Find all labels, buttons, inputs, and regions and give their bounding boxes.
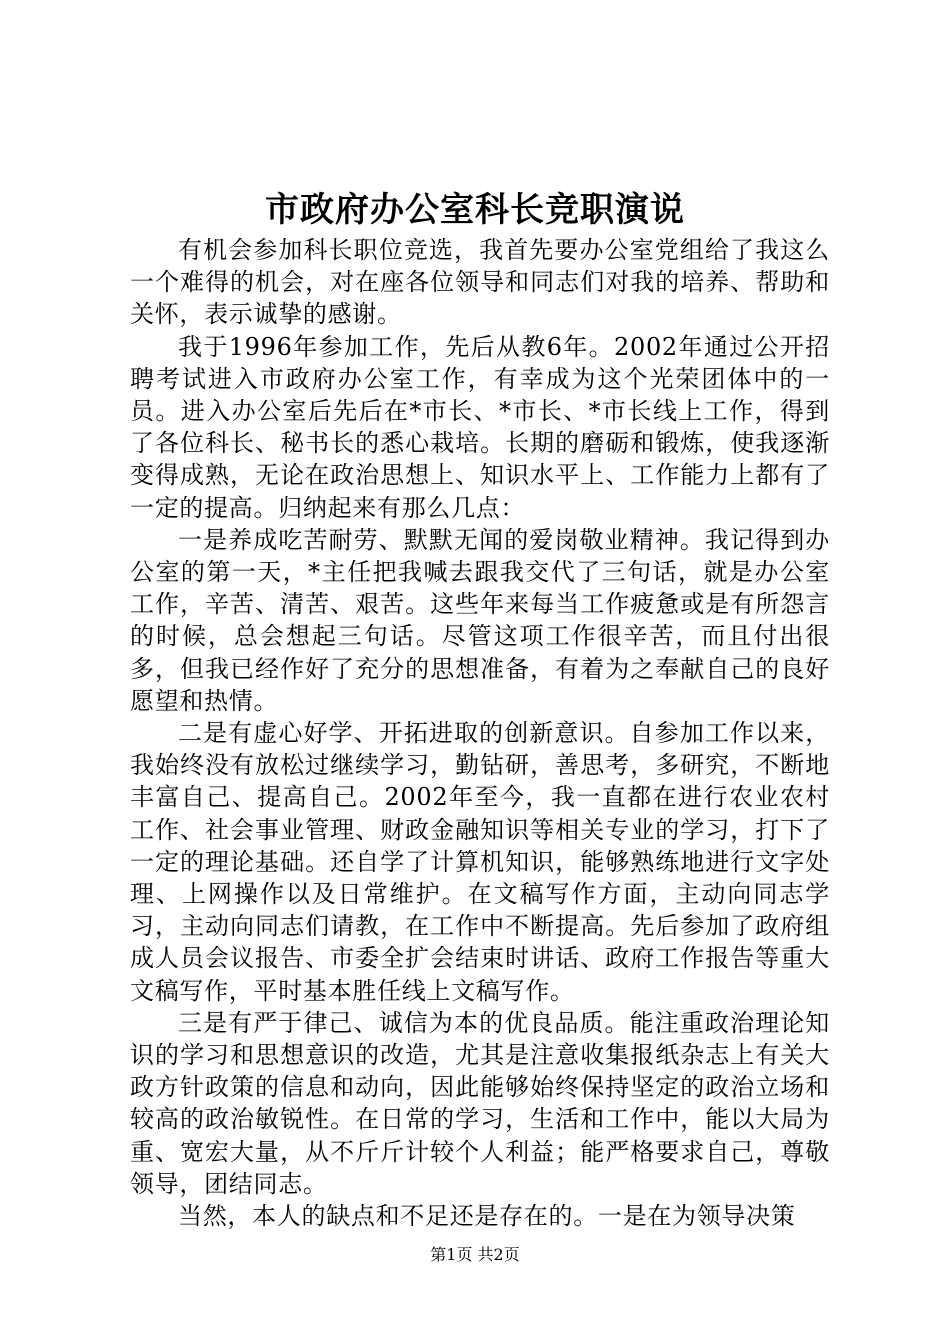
paragraph-point-one: 一是养成吃苦耐劳、默默无闻的爱岗敬业精神。我记得到办公室的第一天，*主任把我喊去跟我交代了三句话，就是办公室工作，辛苦、清苦、艰苦。这些年来每当工作疲惫或是有所怨言的时候，总会想起三句话。尽管这项工作很辛苦，而且付出很多，但我已经作好了充分的思想准备，有着为之奉献自己的良好愿望和热情。 (130, 525, 830, 715)
paragraph-point-two: 二是有虚心好学、开拓进取的创新意识。自参加工作以来，我始终没有放松过继续学习，勤钻研，善思考，多研究，不断地丰富自己、提高自己。2002年至今，我一直都在进行农业农村工作、社会事业管理、财政金融知识等相关专业的学习，打下了一定的理论基础。还自学了计算机知识，能够熟练地进行文字处理、上网操作以及日常维护。在文稿写作方面，主动向同志学习，主动向同志们请教，在工作中不断提高。先后参加了政府组成人员会议报告、市委全扩会结束时讲话、政府工作报告等重大文稿写作，平时基本胜任线上文稿写作。 (130, 719, 830, 1005)
document-body (130, 234, 830, 1232)
paragraph-intro: 有机会参加科长职位竞选，我首先要办公室党组给了我这么一个难得的机会，对在座各位领导和同志们对我的培养、帮助和关怀，表示诚挚的感谢。 (130, 236, 830, 329)
paragraph-shortcomings: 当然，本人的缺点和不足还是存在的。一是在为领导决策 (178, 1202, 796, 1231)
document-title: 市政府办公室科长竞职演说 (265, 190, 685, 230)
paragraph-point-three: 三是有严于律己、诚信为本的优良品质。能注重政治理论知识的学习和思想意识的改造，尤其是注意收集报纸杂志上有关大政方针政策的信息和动向，因此能够始终保持坚定的政治立场和较高的政治敏锐性。在日常的学习，生活和工作中，能以大局为重、宽宏大量，从不斤斤计较个人利益；能严格要求自己，尊敬领导，团结同志。 (130, 1008, 830, 1198)
paragraph-background: 我于1996年参加工作，先后从教6年。2002年通过公开招聘考试进入市政府办公室工作，有幸成为这个光荣团体中的一员。进入办公室后先后在*市长、*市长、*市长线上工作，得到了各位科长、秘书长的悉心栽培。长期的磨砺和锻炼，使我逐渐变得成熟，无论在政治思想上、知识水平上、工作能力上都有了一定的提高。归纳起来有那么几点： (130, 332, 830, 522)
page-footer: 第1页 共2页 (430, 1245, 520, 1264)
